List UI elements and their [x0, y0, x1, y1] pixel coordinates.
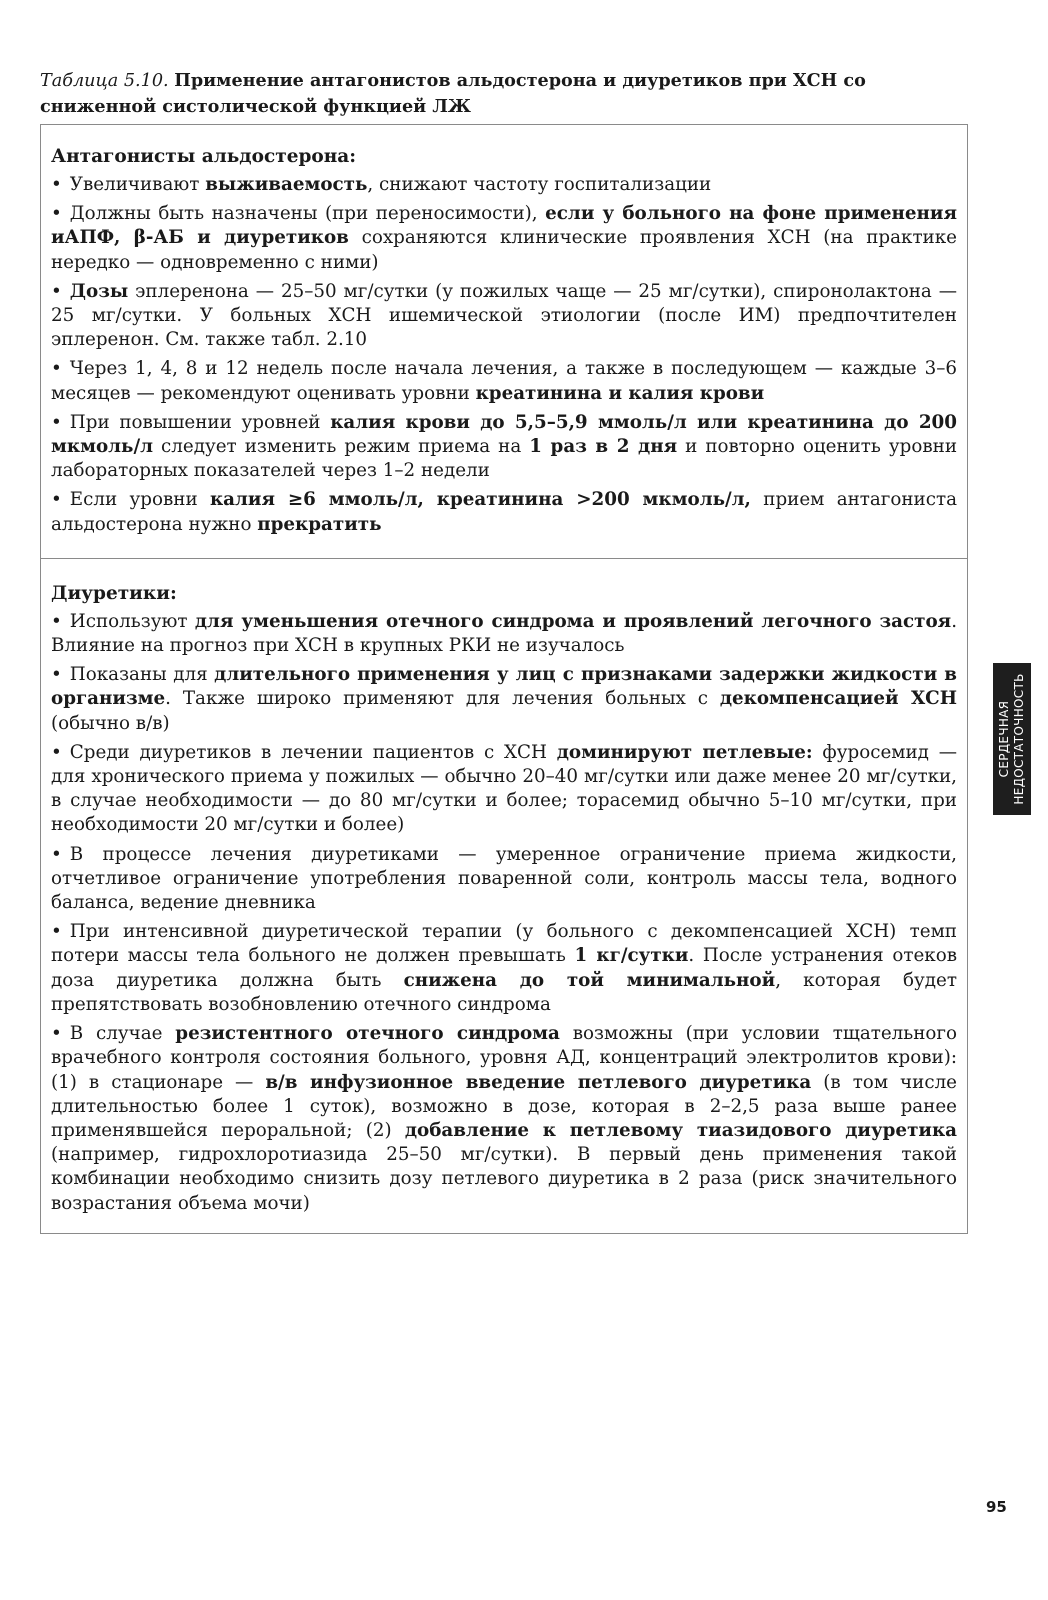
text-run: (обычно в/в) [51, 712, 170, 734]
text-run: . После устранения отеков доза диуретика должна быть [51, 945, 957, 991]
table-frame [40, 124, 968, 1234]
bold-text: Дозы [69, 280, 129, 302]
table-caption-label: Таблица 5.10. [40, 71, 169, 91]
bold-text: снижена до той минимальной [403, 969, 776, 991]
bullet-item [51, 411, 957, 484]
bold-text: калия крови до 5,5–5,9 ммоль/л или креатинина до 200 мкмоль/л [51, 411, 957, 458]
chapter-side-tab [993, 663, 1031, 815]
bullet-item [51, 357, 957, 405]
bold-text: 1 раз в 2 дня [529, 436, 678, 458]
bullet-item [51, 663, 957, 736]
text-run: следует изменить режим приема на [153, 436, 530, 458]
bold-text: в/в инфузионное введение петлевого диуретика [265, 1071, 812, 1093]
text-run: Показаны для [69, 664, 215, 686]
text-run: Среди диуретиков в лечении пациентов с ХСН [69, 741, 557, 763]
bullet-dot-icon: • [51, 1023, 62, 1045]
text-run: , снижают частоту госпитализации [367, 174, 712, 195]
table-caption [40, 68, 968, 120]
text-run: Через 1, 4, 8 и 12 недель после начала лечения, а также в последующем — каждые 3–6 месяцев — рекомендуют оценивать уровни [51, 358, 957, 404]
text-run: сохраняются клинические проявления ХСН (на практике нередко — одновременно с ними) [51, 227, 957, 273]
text-run: При повышении уровней [69, 411, 331, 433]
side-tab-line-1: СЕРДЕЧНАЯ [997, 700, 1011, 778]
bold-text: резистентного отечного синдрома [175, 1023, 560, 1045]
bullet-dot-icon: • [51, 489, 62, 511]
bullet-dot-icon: • [51, 174, 62, 195]
bullet-item [51, 610, 957, 658]
bullet-dot-icon: • [51, 411, 62, 433]
bold-text: доминируют петлевые: [556, 741, 813, 763]
bullet-dot-icon: • [51, 843, 62, 865]
bold-text: выживаемость [205, 174, 368, 195]
text-run: . Также широко применяют для лечения больных с [165, 688, 720, 710]
text-run: . Влияние на прогноз при ХСН в крупных РКИ не изучалось [51, 610, 957, 657]
bullet-item [51, 173, 957, 197]
bullet-dot-icon: • [51, 203, 62, 225]
bold-text: калия ≥6 ммоль/л, креатинина >200 мкмоль/л, [209, 489, 751, 511]
chapter-side-tab-label [997, 673, 1027, 804]
text-run: , которая будет препятствовать возобновлению отечного синдрома [51, 969, 957, 1015]
text-run: В случае [69, 1023, 176, 1045]
bold-text: декомпенсацией ХСН [719, 688, 957, 710]
section-diuretics [41, 558, 967, 1233]
text-run: возможны (при условии тщательного врачебного контроля состояния больного, уровня АД, концентраций электролитов крови): (1) в стационаре — [51, 1023, 957, 1093]
text-run: Если уровни [69, 489, 210, 511]
text-run: При интенсивной диуретической терапии (у больного с декомпенсацией ХСН) темп потери массы тела больного не должен превышать [51, 921, 957, 967]
bullet-item [51, 280, 957, 353]
text-run: Используют [69, 610, 195, 632]
bullet-dot-icon: • [51, 358, 62, 380]
section-aldosterone-antagonists [41, 125, 967, 558]
bullet-dot-icon: • [51, 921, 62, 943]
bullet-item [51, 202, 957, 275]
bullet-dot-icon: • [51, 741, 62, 763]
bullet-item [51, 488, 957, 536]
text-run: В процессе лечения диуретиками — умеренное ограничение приема жидкости, отчетливое ограничение употребления поваренной соли, контроль массы тела, водного баланса, ведение дневника [51, 843, 957, 914]
bullet-dot-icon: • [51, 664, 62, 686]
text-run: Должны быть назначены (при переносимости), [69, 203, 546, 225]
page-number: 95 [986, 1498, 1007, 1516]
bold-text: 1 кг/сутки [574, 945, 689, 967]
side-tab-line-2: НЕДОСТАТОЧНОСТЬ [1012, 673, 1026, 805]
section-heading: Антагонисты альдостерона: [51, 146, 357, 167]
bold-text: прекратить [257, 513, 382, 535]
bullet-item [51, 741, 957, 838]
text-run: (в том числе длительностью более 1 суток), возможно в дозе, которая в 2–2,5 раза выше ранее применявшейся пероральной; (2) [51, 1071, 957, 1141]
bullet-list [51, 610, 957, 1216]
bold-text: добавление к петлевому тиазидового диуретика [404, 1119, 957, 1141]
bold-text: длительного применения у лиц с признаками задержки жидкости в организме [51, 664, 957, 710]
section-heading: Диуретики: [51, 582, 177, 604]
text-run: (например, гидрохлоротиазида 25–50 мг/сутки). В первый день применения такой комбинации необходимо снизить дозу петлевого диуретика в 2 раза (риск значительного возрастания объема мочи) [51, 1144, 957, 1214]
bullet-item [51, 920, 957, 1017]
text-run: эплеренона — 25–50 мг/сутки (у пожилых чаще — 25 мг/сутки), спиронолактона — 25 мг/сутки. У больных ХСН ишемической этиологии (после ИМ) предпочтителен эплеренон. См. также табл. 2.10 [51, 280, 957, 351]
bullet-item [51, 843, 957, 916]
bold-text: креатинина и калия крови [475, 382, 765, 404]
text-run: и повторно оценить уровни лабораторных показателей через 1–2 недели [51, 436, 958, 482]
bold-text: для уменьшения отечного синдрома и проявлений легочного застоя [194, 610, 952, 632]
bullet-item [51, 1022, 957, 1216]
text-run: Увеличивают [69, 174, 206, 195]
text-run: прием антагониста альдостерона нужно [51, 489, 957, 535]
table-caption-title: Применение антагонистов альдостерона и диуретиков при ХСН со сниженной систолической функцией ЛЖ [40, 70, 866, 117]
bold-text: если у больного на фоне применения иАПФ, β-АБ и диуретиков [51, 203, 957, 249]
bullet-dot-icon: • [51, 280, 62, 302]
bullet-list [51, 173, 957, 537]
bullet-dot-icon: • [51, 610, 62, 632]
text-run: фуросемид — для хронического приема у пожилых — обычно 20–40 мг/сутки или даже менее 20 мг/сутки, в случае необходимости — до 80 мг/сутки и более; торасемид обычно 5–10 мг/сутки, при необходимости 20 мг/сутки и более) [51, 741, 957, 836]
